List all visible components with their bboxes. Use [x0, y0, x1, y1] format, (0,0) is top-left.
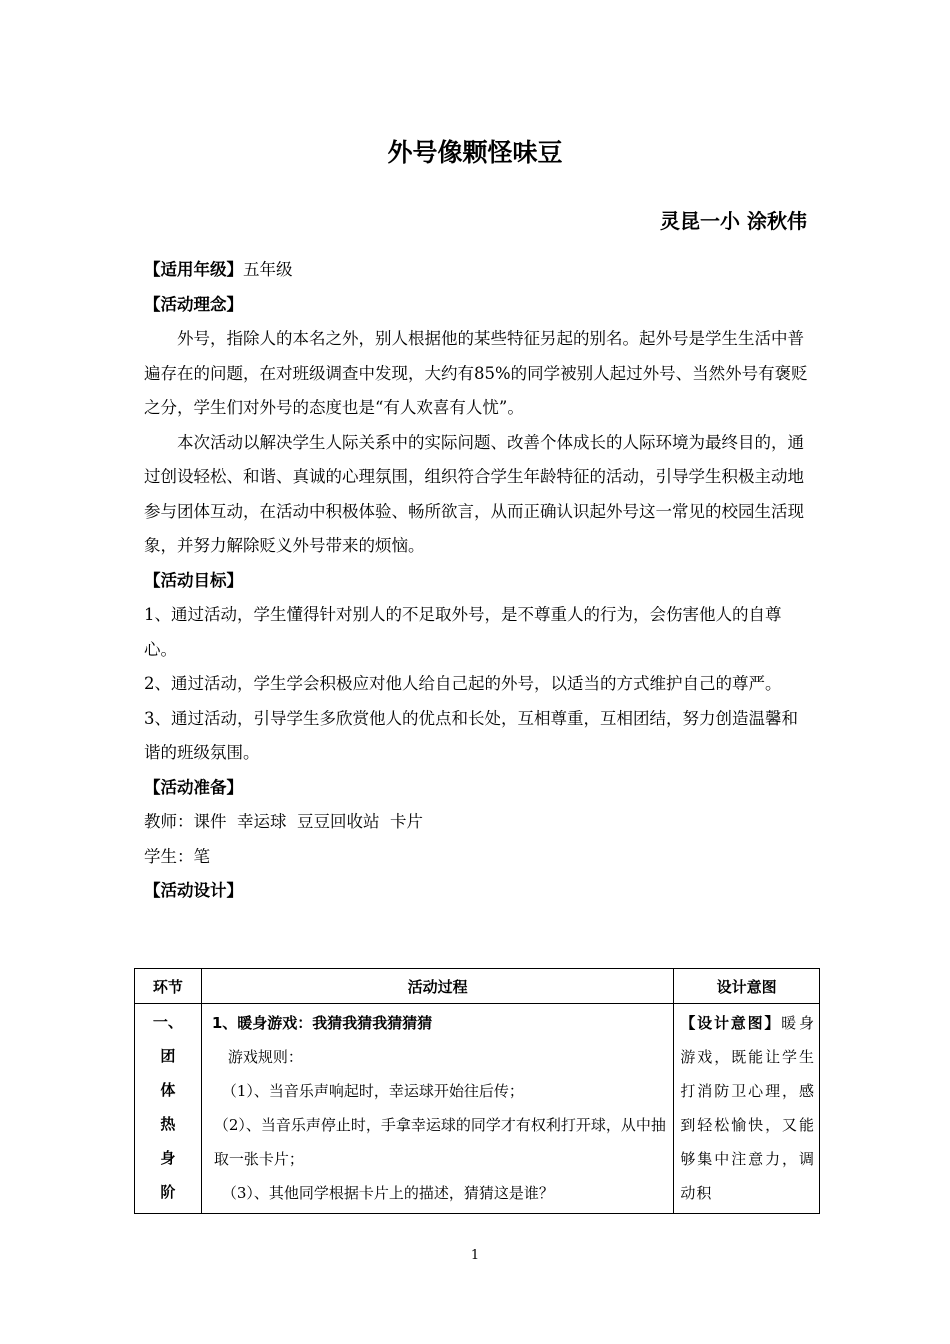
stage-char: 体 — [160, 1081, 176, 1099]
concept-paragraph: 本次活动以解决学生人际关系中的实际问题、改善个体成长的人际环境为最终目的，通过创设轻松、和谐、真诚的心理氛围，组织符合学生年龄特征的活动，引导学生积极主动地参与团体互动，在活动中积极体验、畅所欲言，从而正确认识起外号这一常见的校园生活现象，并努力解除贬义外号带来的烦恼。 — [144, 432, 804, 555]
stage-char: 身 — [160, 1149, 176, 1167]
table-row — [135, 1004, 820, 1214]
document-title: 外号像颗怪味豆 — [387, 138, 563, 167]
table-header-row — [135, 969, 820, 1004]
goal-item: 2、通过活动，学生学会积极应对他人给自己起的外号，以适当的方式维护自己的尊严。 — [144, 674, 782, 693]
activity-design-table — [134, 968, 820, 1214]
prep-student: 学生：笔 — [144, 846, 210, 866]
stage-char: 一、 — [152, 1013, 183, 1031]
header-process: 活动过程 — [201, 969, 674, 1004]
stage-char: 团 — [160, 1047, 176, 1065]
header-intent: 设计意图 — [674, 969, 820, 1004]
stage-cell — [135, 1004, 202, 1214]
process-cell — [201, 1004, 674, 1214]
prep-heading: 【活动准备】 — [144, 777, 243, 797]
design-heading: 【活动设计】 — [144, 881, 243, 900]
goal-item: 3、通过活动，引导学生多欣赏他人的优点和长处，互相尊重，互相团结，努力创造温馨和谐的班级氛围。 — [144, 708, 798, 762]
concept-heading: 【活动理念】 — [144, 294, 243, 314]
concept-paragraph: 外号，指除人的本名之外，别人根据他的某些特征另起的别名。起外号是学生生活中普遍存在的问题，在对班级调查中发现，大约有85%的同学被别人起过外号、当然外号有褒贬之分，学生们对外号的态度也是“有人欢喜有人忧”。 — [144, 329, 808, 417]
intent-text: 暖身游戏，既能让学生打消防卫心理，感到轻松愉快，又能够集中注意力，调动积 — [680, 1014, 815, 1202]
process-rule: （1）、当音乐声响起时，幸运球开始往后传； — [221, 1082, 524, 1100]
process-rule: （3）、其他同学根据卡片上的描述，猜猜这是谁？ — [221, 1184, 554, 1202]
grade-line — [144, 253, 810, 288]
document-author: 灵昆一小 涂秋伟 — [660, 209, 807, 233]
process-rule: （2）、当音乐声停止时，手拿幸运球的同学才有权利打开球，从中抽取一张卡片； — [213, 1116, 666, 1168]
stage-char: 热 — [160, 1115, 176, 1133]
process-rules-label: 游戏规则： — [227, 1048, 303, 1066]
prep-teacher: 教师：课件 幸运球 豆豆回收站 卡片 — [144, 812, 423, 831]
goals-heading: 【活动目标】 — [144, 570, 243, 590]
intent-label: 【设计意图】 — [680, 1014, 782, 1032]
grade-label: 【适用年级】 — [144, 260, 243, 279]
document-body — [144, 253, 810, 909]
grade-value: 五年级 — [243, 260, 293, 279]
process-step-title: 1、暖身游戏：我猜我猜我猜猜猜 — [211, 1014, 433, 1032]
page-number: 1 — [470, 1248, 480, 1263]
stage-char: 阶 — [160, 1183, 176, 1201]
goal-item: 1、通过活动，学生懂得针对别人的不足取外号，是不尊重人的行为，会伤害他人的自尊心。 — [144, 605, 782, 659]
intent-cell — [674, 1004, 820, 1214]
header-stage: 环节 — [135, 969, 202, 1004]
